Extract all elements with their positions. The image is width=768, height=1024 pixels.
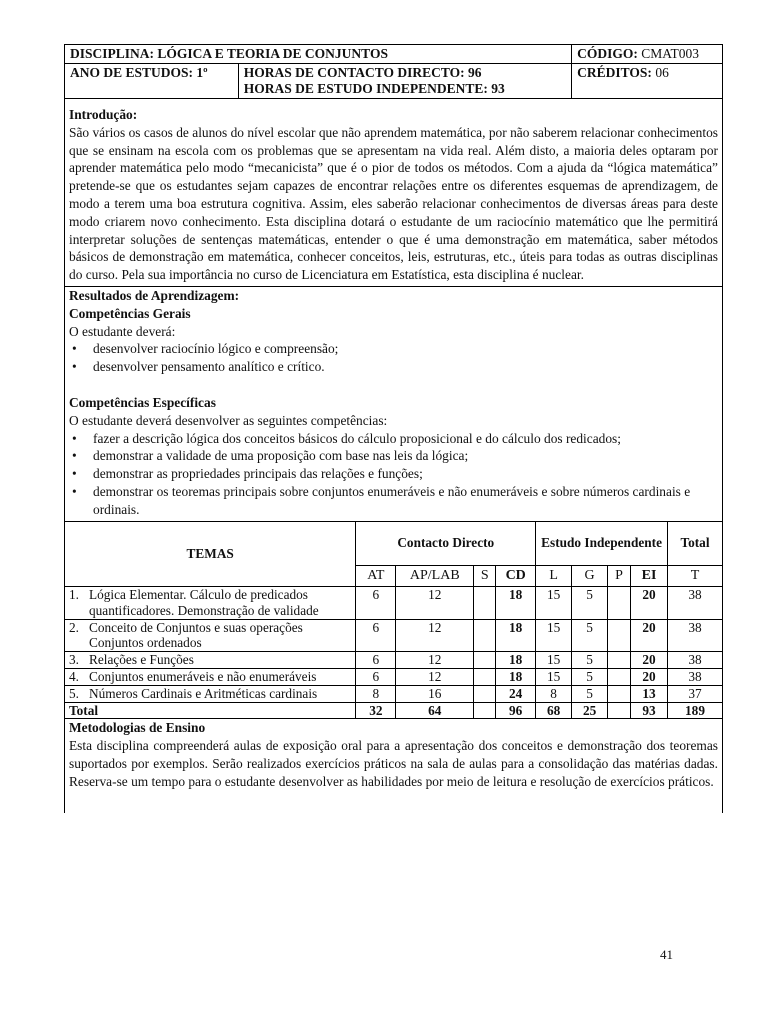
cell-g: 5: [572, 619, 608, 652]
cell-l: 8: [536, 685, 572, 702]
cell-p: [608, 669, 631, 686]
gerais-list: [69, 340, 718, 376]
contacto-header: Contacto Directo: [356, 522, 536, 566]
resultados-title: Resultados de Aprendizagem:: [69, 287, 240, 303]
intro-text: São vários os casos de alunos do nível escolar que não aprendem matemática, por não saberem relacionar conhecimentos que se ensinam na escola com os problemas que se apresentam na vida real. Além disto, a maioria deles optaram por aprender matemática pelo modo “mecanicista” que é o pior de todos os métodos. Com a ajuda da “lógica matemática” pretende-se que os estudantes sejam capazes de encontrar relações entre os diferentes esquemas de aprendizagem, de modo a terem uma boa estrutura cognitiva. Assim, eles saberão relacionar conhecimentos de diversas áreas para deste modo criarem novo conhecimento. Esta disciplina dotará o estudante de um raciocínio matemático que lhe permitirá interpretar soluções de sentenças matemáticas, entender o que é uma demonstração em matemática, saber métodos básicos de demonstração em matemática, conhecer conceitos, leis, estruturas, etc., úteis para todas as outras disciplinas do curso. Pela sua importância no curso de Licenciatura em Estatística, esta disciplina é nuclear.: [69, 124, 718, 283]
disciplina-cell: DISCIPLINA: LÓGICA E TEORIA DE CONJUNTOS: [65, 45, 572, 64]
theme-name: [65, 685, 356, 702]
themes-table: [64, 522, 723, 720]
header-table: [64, 44, 723, 99]
theme-number: 1.: [69, 587, 79, 603]
total-cd: 96: [496, 702, 536, 719]
total-ap: 64: [396, 702, 474, 719]
cell-at: 8: [356, 685, 396, 702]
cell-cd: 24: [496, 685, 536, 702]
cell-at: 6: [356, 587, 396, 620]
codigo-cell: [572, 45, 723, 64]
total-header: Total: [667, 522, 722, 566]
intro-table: [64, 99, 723, 287]
cell-ap: 12: [396, 669, 474, 686]
theme-label: Conceito de Conjuntos e suas operações Conjuntos ordenados: [89, 619, 303, 651]
especificas-intro: O estudante deverá desenvolver as seguintes competências:: [69, 412, 388, 428]
header-row-2: [65, 64, 723, 99]
cell-ei: 20: [631, 587, 668, 620]
cell-t: 37: [667, 685, 722, 702]
total-at: 32: [356, 702, 396, 719]
cell-s: [474, 587, 496, 620]
cell-p: [608, 652, 631, 669]
codigo-label: CÓDIGO:: [577, 46, 638, 61]
theme-number: 3.: [69, 652, 79, 668]
theme-name: [65, 652, 356, 669]
cell-ei: 20: [631, 619, 668, 652]
total-row: [65, 702, 723, 719]
list-item: • demonstrar a validade de uma proposição com base nas leis da lógica;: [69, 447, 718, 465]
cell-p: [608, 685, 631, 702]
creditos-value: 06: [655, 65, 669, 80]
horas-contacto: HORAS DE CONTACTO DIRECTO: 96: [243, 65, 482, 80]
cell-ei: 20: [631, 652, 668, 669]
gerais-title: Competências Gerais: [69, 305, 191, 321]
cell-t: 38: [667, 652, 722, 669]
resultados-section: [65, 287, 723, 521]
col-aplab: AP/LAB: [396, 566, 474, 587]
cell-p: [608, 619, 631, 652]
col-l: L: [536, 566, 572, 587]
cell-l: 15: [536, 587, 572, 620]
intro-title: Introdução:: [69, 107, 138, 122]
total-g: 25: [572, 702, 608, 719]
col-g: G: [572, 566, 608, 587]
cell-ap: 16: [396, 685, 474, 702]
course-sheet: [64, 44, 723, 813]
header-row-1: [65, 45, 723, 64]
cell-ei: 13: [631, 685, 668, 702]
cell-at: 6: [356, 619, 396, 652]
cell-cd: 18: [496, 652, 536, 669]
cell-ap: 12: [396, 619, 474, 652]
theme-name: [65, 669, 356, 686]
col-at: AT: [356, 566, 396, 587]
especificas-title: Competências Específicas: [69, 394, 216, 410]
total-ei: 93: [631, 702, 668, 719]
theme-name: [65, 619, 356, 652]
creditos-label: CRÉDITOS:: [577, 65, 652, 80]
metodologias-table: [64, 719, 723, 813]
metodologias-text: Esta disciplina compreenderá aulas de exposição oral para a apresentação dos conceitos e demonstração dos teoremas suportados por exemplos. Serão realizados exercícios práticos na sala de aulas para a consolidação das matérias dadas. Reserva-se um tempo para o estudante desenvolver as habilidades por meio de leitura e resolução de exercícios práticos.: [69, 738, 718, 789]
col-ei: EI: [631, 566, 668, 587]
total-l: 68: [536, 702, 572, 719]
resultados-table: [64, 287, 723, 522]
theme-label: Conjuntos enumeráveis e não enumeráveis: [89, 669, 317, 685]
cell-s: [474, 619, 496, 652]
list-item: • fazer a descrição lógica dos conceitos básicos do cálculo proposicional e do cálculo dos redicados;: [69, 430, 718, 448]
cell-s: [474, 652, 496, 669]
cell-l: 15: [536, 619, 572, 652]
list-item: • demonstrar as propriedades principais das relações e funções;: [69, 465, 718, 483]
cell-l: 15: [536, 669, 572, 686]
cell-at: 6: [356, 652, 396, 669]
intro-section: [65, 99, 723, 286]
col-p: P: [608, 566, 631, 587]
col-s: S: [474, 566, 496, 587]
list-item: • demonstrar os teoremas principais sobre conjuntos enumeráveis e não enumeráveis e sobre números cardinais e ordinais.: [69, 483, 718, 519]
cell-g: 5: [572, 685, 608, 702]
horas-cell: [238, 64, 571, 99]
theme-number: 5.: [69, 685, 79, 701]
theme-label: Lógica Elementar. Cálculo de predicados quantificadores. Demonstração de validade: [89, 587, 319, 618]
total-s: [474, 702, 496, 719]
creditos-cell: [572, 64, 723, 99]
theme-number: 4.: [69, 669, 79, 685]
themes-header-row: [65, 522, 723, 566]
cell-ei: 20: [631, 669, 668, 686]
cell-ap: 12: [396, 587, 474, 620]
cell-t: 38: [667, 619, 722, 652]
theme-number: 2.: [69, 619, 79, 635]
table-row: [65, 669, 723, 686]
cell-s: [474, 669, 496, 686]
table-row: [65, 652, 723, 669]
theme-name: [65, 587, 356, 620]
metodologias-title: Metodologias de Ensino: [69, 720, 206, 736]
col-cd: CD: [496, 566, 536, 587]
cell-g: 5: [572, 587, 608, 620]
cell-ap: 12: [396, 652, 474, 669]
col-t: T: [667, 566, 722, 587]
table-row: [65, 587, 723, 620]
cell-t: 38: [667, 587, 722, 620]
total-t: 189: [667, 702, 722, 719]
cell-p: [608, 587, 631, 620]
temas-header: TEMAS: [65, 522, 356, 587]
cell-at: 6: [356, 669, 396, 686]
estudo-header: Estudo Independente: [536, 522, 668, 566]
cell-l: 15: [536, 652, 572, 669]
cell-g: 5: [572, 669, 608, 686]
gerais-intro: O estudante deverá:: [69, 323, 176, 339]
metodologias-section: [65, 719, 723, 813]
list-item: • desenvolver raciocínio lógico e compreensão;: [69, 340, 718, 358]
cell-s: [474, 685, 496, 702]
total-label: Total: [65, 702, 356, 719]
ano-cell: ANO DE ESTUDOS: 1º: [65, 64, 239, 99]
cell-cd: 18: [496, 587, 536, 620]
cell-cd: 18: [496, 669, 536, 686]
cell-t: 38: [667, 669, 722, 686]
list-item: • desenvolver pensamento analítico e crítico.: [69, 358, 718, 376]
cell-g: 5: [572, 652, 608, 669]
horas-estudo: HORAS DE ESTUDO INDEPENDENTE: 93: [243, 81, 505, 96]
table-row: [65, 685, 723, 702]
cell-cd: 18: [496, 619, 536, 652]
theme-label: Números Cardinais e Aritméticas cardinais: [89, 685, 318, 701]
especificas-list: [69, 430, 718, 519]
theme-label: Relações e Funções: [89, 652, 194, 668]
codigo-value: CMAT003: [641, 46, 700, 61]
page-number: 41: [660, 947, 673, 962]
table-row: [65, 619, 723, 652]
total-p: [608, 702, 631, 719]
